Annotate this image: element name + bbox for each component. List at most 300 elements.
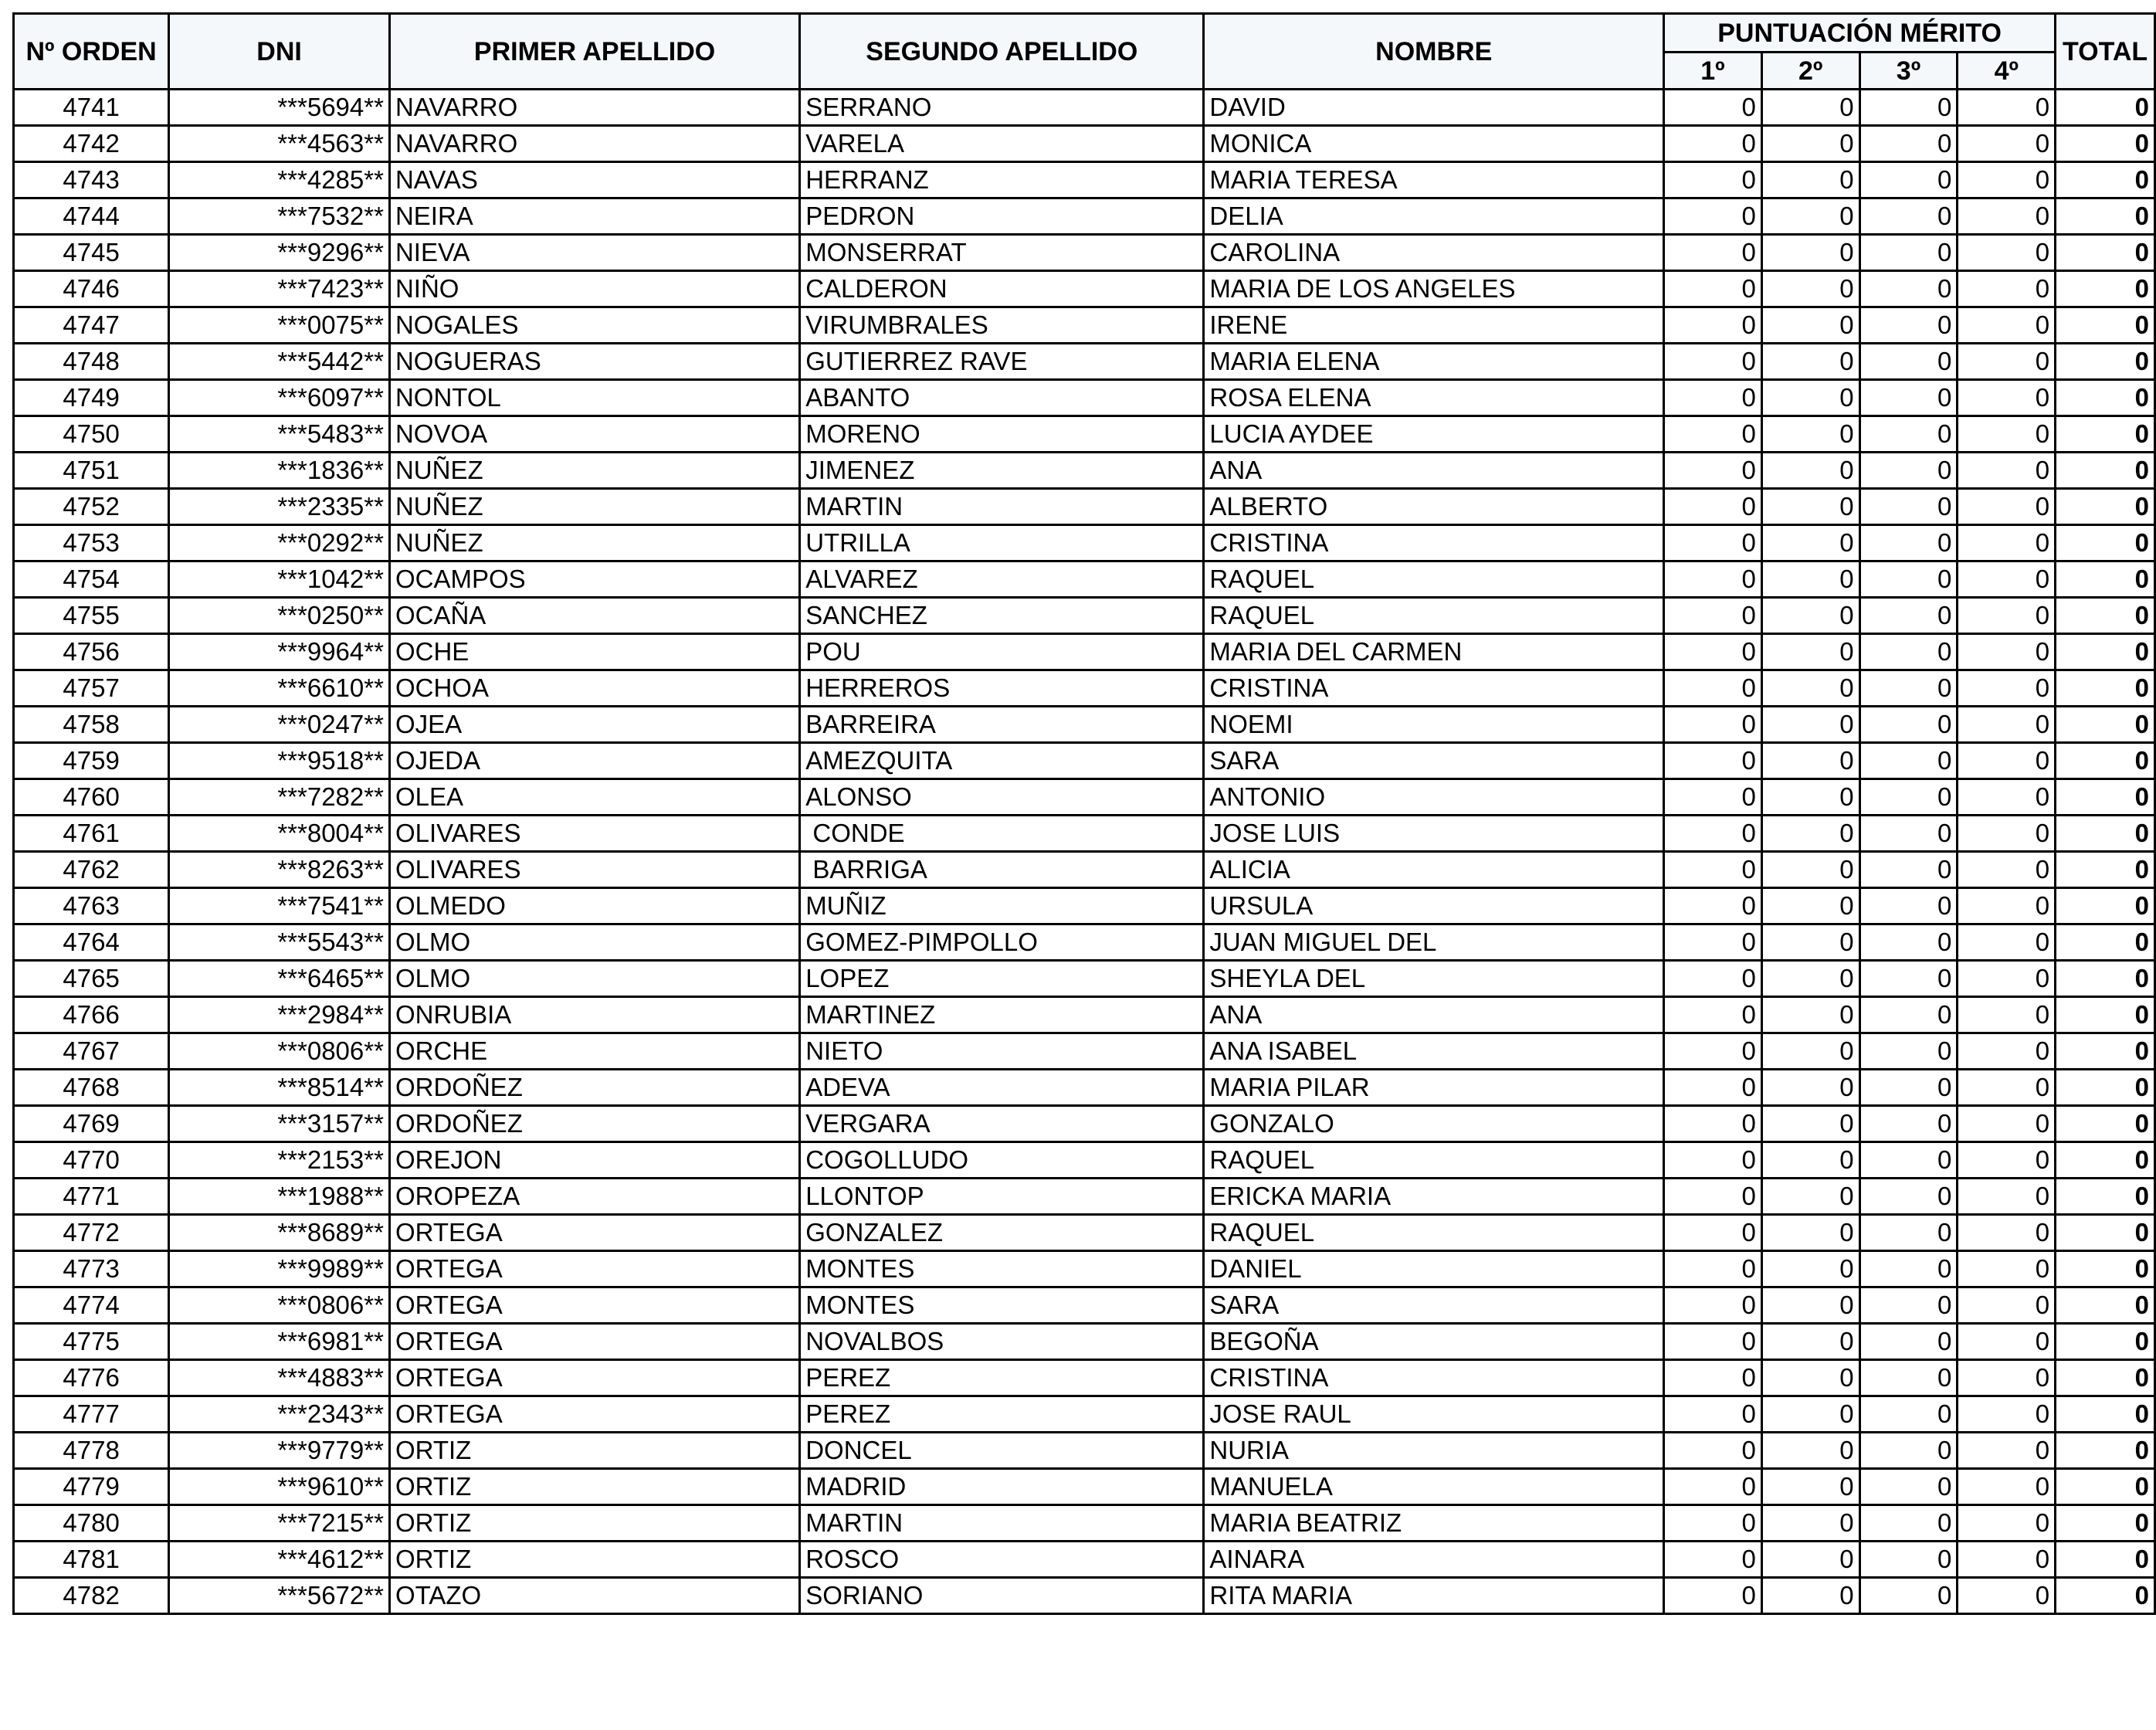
cell-nombre: MONICA [1204,126,1664,162]
cell-total: 0 [2056,1287,2155,1324]
cell-primer-apellido: NOGUERAS [389,344,799,380]
table-row[interactable] [14,1251,2155,1287]
cell-orden: 4776 [14,1360,169,1396]
cell-nombre: GONZALO [1204,1106,1664,1142]
cell-p1: 0 [1664,1469,1762,1505]
cell-p2: 0 [1761,1179,1859,1215]
cell-dni: ***9964** [169,634,390,670]
cell-p2: 0 [1761,852,1859,888]
cell-primer-apellido: OJEA [389,707,799,743]
cell-segundo-apellido: BARRIGA [800,852,1204,888]
cell-p1: 0 [1664,453,1762,489]
cell-p3: 0 [1859,1396,1958,1433]
cell-orden: 4758 [14,707,169,743]
cell-p4: 0 [1958,198,2056,235]
cell-nombre: MARIA DEL CARMEN [1204,634,1664,670]
table-row[interactable] [14,1070,2155,1106]
table-row[interactable] [14,852,2155,888]
cell-p4: 0 [1958,90,2056,126]
cell-orden: 4753 [14,525,169,561]
cell-total: 0 [2056,598,2155,634]
cell-primer-apellido: OLMEDO [389,888,799,924]
cell-p4: 0 [1958,1360,2056,1396]
cell-dni: ***9518** [169,743,390,779]
cell-dni: ***2984** [169,997,390,1033]
table-row[interactable] [14,779,2155,816]
cell-orden: 4772 [14,1215,169,1251]
cell-segundo-apellido: NIETO [800,1033,1204,1070]
table-row[interactable] [14,707,2155,743]
cell-p1: 0 [1664,271,1762,307]
cell-primer-apellido: ORTIZ [389,1469,799,1505]
cell-nombre: SARA [1204,743,1664,779]
cell-p3: 0 [1859,1179,1958,1215]
cell-dni: ***0292** [169,525,390,561]
cell-p1: 0 [1664,1251,1762,1287]
cell-primer-apellido: ORTEGA [389,1324,799,1360]
table-row[interactable] [14,888,2155,924]
cell-p3: 0 [1859,1324,1958,1360]
cell-segundo-apellido: CONDE [800,816,1204,852]
cell-primer-apellido: ORTIZ [389,1542,799,1578]
table-row[interactable] [14,816,2155,852]
cell-orden: 4741 [14,90,169,126]
cell-p1: 0 [1664,235,1762,271]
cell-primer-apellido: ORTIZ [389,1505,799,1542]
cell-p1: 0 [1664,1433,1762,1469]
cell-nombre: AINARA [1204,1542,1664,1578]
cell-p4: 0 [1958,888,2056,924]
cell-nombre: MARIA DE LOS ANGELES [1204,271,1664,307]
table-row[interactable] [14,598,2155,634]
cell-p1: 0 [1664,634,1762,670]
cell-nombre: ROSA ELENA [1204,380,1664,416]
cell-p2: 0 [1761,1360,1859,1396]
table-row[interactable] [14,1396,2155,1433]
cell-p3: 0 [1859,307,1958,344]
cell-p2: 0 [1761,525,1859,561]
cell-p3: 0 [1859,924,1958,961]
header-p4[interactable]: 4º [1958,53,2056,90]
table-row[interactable] [14,1469,2155,1505]
table-row[interactable] [14,344,2155,380]
cell-p3: 0 [1859,1469,1958,1505]
cell-nombre: LUCIA AYDEE [1204,416,1664,453]
cell-segundo-apellido: POU [800,634,1204,670]
cell-segundo-apellido: CALDERON [800,271,1204,307]
table-row[interactable] [14,1542,2155,1578]
cell-p4: 0 [1958,670,2056,707]
table-row[interactable] [14,1505,2155,1542]
cell-p4: 0 [1958,1578,2056,1614]
cell-segundo-apellido: ABANTO [800,380,1204,416]
cell-total: 0 [2056,924,2155,961]
cell-dni: ***4883** [169,1360,390,1396]
cell-p4: 0 [1958,344,2056,380]
cell-p4: 0 [1958,1433,2056,1469]
cell-orden: 4756 [14,634,169,670]
cell-orden: 4760 [14,779,169,816]
cell-dni: ***3157** [169,1106,390,1142]
cell-segundo-apellido: HERRANZ [800,162,1204,198]
cell-orden: 4763 [14,888,169,924]
cell-total: 0 [2056,489,2155,525]
cell-dni: ***8263** [169,852,390,888]
cell-p2: 0 [1761,1542,1859,1578]
cell-p2: 0 [1761,561,1859,598]
cell-total: 0 [2056,1469,2155,1505]
cell-p4: 0 [1958,1033,2056,1070]
cell-p2: 0 [1761,961,1859,997]
cell-p3: 0 [1859,1433,1958,1469]
table-row[interactable] [14,997,2155,1033]
cell-total: 0 [2056,634,2155,670]
cell-primer-apellido: OREJON [389,1142,799,1179]
cell-dni: ***7215** [169,1505,390,1542]
cell-primer-apellido: NOVOA [389,416,799,453]
cell-dni: ***8004** [169,816,390,852]
cell-p1: 0 [1664,1142,1762,1179]
header-orden[interactable]: Nº ORDEN [14,14,169,90]
cell-orden: 4765 [14,961,169,997]
cell-primer-apellido: NONTOL [389,380,799,416]
cell-primer-apellido: OCHOA [389,670,799,707]
cell-orden: 4747 [14,307,169,344]
cell-nombre: ANA ISABEL [1204,1033,1664,1070]
cell-p2: 0 [1761,816,1859,852]
cell-orden: 4743 [14,162,169,198]
cell-p4: 0 [1958,307,2056,344]
cell-p1: 0 [1664,1578,1762,1614]
cell-dni: ***2343** [169,1396,390,1433]
cell-segundo-apellido: COGOLLUDO [800,1142,1204,1179]
cell-p3: 0 [1859,1360,1958,1396]
cell-nombre: DELIA [1204,198,1664,235]
cell-primer-apellido: ORTEGA [389,1215,799,1251]
cell-p2: 0 [1761,1505,1859,1542]
cell-segundo-apellido: MARTINEZ [800,997,1204,1033]
cell-p4: 0 [1958,743,2056,779]
table-row[interactable] [14,416,2155,453]
table-row[interactable] [14,743,2155,779]
table-row[interactable] [14,90,2155,126]
cell-p3: 0 [1859,416,1958,453]
cell-p1: 0 [1664,816,1762,852]
cell-segundo-apellido: JIMENEZ [800,453,1204,489]
cell-p2: 0 [1761,707,1859,743]
cell-total: 0 [2056,416,2155,453]
cell-p2: 0 [1761,1251,1859,1287]
cell-nombre: IRENE [1204,307,1664,344]
cell-p1: 0 [1664,1542,1762,1578]
cell-p4: 0 [1958,489,2056,525]
cell-p3: 0 [1859,198,1958,235]
table-row[interactable] [14,1360,2155,1396]
cell-dni: ***6097** [169,380,390,416]
cell-dni: ***5694** [169,90,390,126]
cell-segundo-apellido: MARTIN [800,489,1204,525]
header-dni[interactable]: DNI [169,14,390,90]
cell-total: 0 [2056,997,2155,1033]
cell-total: 0 [2056,1396,2155,1433]
cell-p2: 0 [1761,453,1859,489]
cell-p3: 0 [1859,90,1958,126]
cell-orden: 4744 [14,198,169,235]
cell-nombre: DAVID [1204,90,1664,126]
cell-p2: 0 [1761,344,1859,380]
cell-p2: 0 [1761,779,1859,816]
cell-p3: 0 [1859,1251,1958,1287]
cell-dni: ***6981** [169,1324,390,1360]
cell-segundo-apellido: GOMEZ-PIMPOLLO [800,924,1204,961]
cell-p4: 0 [1958,1324,2056,1360]
cell-orden: 4751 [14,453,169,489]
cell-p4: 0 [1958,707,2056,743]
cell-total: 0 [2056,453,2155,489]
cell-p4: 0 [1958,1287,2056,1324]
cell-p4: 0 [1958,816,2056,852]
cell-dni: ***7532** [169,198,390,235]
header-p1[interactable]: 1º [1664,53,1762,90]
cell-orden: 4749 [14,380,169,416]
table-row[interactable] [14,1287,2155,1324]
cell-dni: ***8514** [169,1070,390,1106]
table-row[interactable] [14,453,2155,489]
cell-p1: 0 [1664,1070,1762,1106]
cell-orden: 4780 [14,1505,169,1542]
cell-primer-apellido: NOGALES [389,307,799,344]
cell-p2: 0 [1761,307,1859,344]
cell-dni: ***9779** [169,1433,390,1469]
cell-p1: 0 [1664,598,1762,634]
cell-total: 0 [2056,1505,2155,1542]
cell-total: 0 [2056,1070,2155,1106]
cell-primer-apellido: ONRUBIA [389,997,799,1033]
cell-total: 0 [2056,961,2155,997]
cell-primer-apellido: NUÑEZ [389,525,799,561]
cell-orden: 4779 [14,1469,169,1505]
cell-segundo-apellido: DONCEL [800,1433,1204,1469]
table-row[interactable] [14,1578,2155,1614]
table-row[interactable] [14,162,2155,198]
table-body [14,90,2155,1614]
table-row[interactable] [14,634,2155,670]
table-row[interactable] [14,525,2155,561]
cell-p1: 0 [1664,380,1762,416]
table-row[interactable] [14,1142,2155,1179]
cell-orden: 4782 [14,1578,169,1614]
cell-segundo-apellido: ROSCO [800,1542,1204,1578]
cell-p4: 0 [1958,416,2056,453]
cell-primer-apellido: ORCHE [389,1033,799,1070]
cell-orden: 4746 [14,271,169,307]
cell-dni: ***1042** [169,561,390,598]
cell-p4: 0 [1958,1215,2056,1251]
cell-primer-apellido: OROPEZA [389,1179,799,1215]
cell-p3: 0 [1859,1505,1958,1542]
cell-primer-apellido: NAVARRO [389,126,799,162]
cell-orden: 4774 [14,1287,169,1324]
cell-segundo-apellido: SORIANO [800,1578,1204,1614]
cell-primer-apellido: NAVAS [389,162,799,198]
cell-p4: 0 [1958,1106,2056,1142]
cell-segundo-apellido: SANCHEZ [800,598,1204,634]
cell-p4: 0 [1958,162,2056,198]
cell-orden: 4778 [14,1433,169,1469]
cell-segundo-apellido: SERRANO [800,90,1204,126]
cell-p4: 0 [1958,453,2056,489]
cell-p2: 0 [1761,416,1859,453]
table-row[interactable] [14,489,2155,525]
cell-nombre: JOSE LUIS [1204,816,1664,852]
cell-segundo-apellido: PEREZ [800,1396,1204,1433]
header-puntuacion-merito: PUNTUACIÓN MÉRITO [1664,14,2056,53]
cell-p4: 0 [1958,1505,2056,1542]
cell-p2: 0 [1761,743,1859,779]
cell-p1: 0 [1664,924,1762,961]
cell-segundo-apellido: HERREROS [800,670,1204,707]
cell-p2: 0 [1761,670,1859,707]
header-segundo-apellido[interactable]: SEGUNDO APELLIDO [800,14,1204,90]
cell-segundo-apellido: UTRILLA [800,525,1204,561]
table-row[interactable] [14,1433,2155,1469]
cell-primer-apellido: NIEVA [389,235,799,271]
header-primer-apellido[interactable]: PRIMER APELLIDO [389,14,799,90]
cell-primer-apellido: OLEA [389,779,799,816]
cell-p3: 0 [1859,961,1958,997]
cell-total: 0 [2056,743,2155,779]
cell-p1: 0 [1664,344,1762,380]
cell-segundo-apellido: ADEVA [800,1070,1204,1106]
cell-orden: 4773 [14,1251,169,1287]
table-row[interactable] [14,670,2155,707]
cell-dni: ***0075** [169,307,390,344]
cell-orden: 4755 [14,598,169,634]
cell-nombre: ANA [1204,453,1664,489]
cell-orden: 4750 [14,416,169,453]
cell-p2: 0 [1761,489,1859,525]
cell-p2: 0 [1761,1215,1859,1251]
header-p2[interactable]: 2º [1761,53,1859,90]
cell-nombre: ANA [1204,997,1664,1033]
cell-nombre: JUAN MIGUEL DEL [1204,924,1664,961]
cell-primer-apellido: ORTEGA [389,1251,799,1287]
cell-total: 0 [2056,561,2155,598]
table-row[interactable] [14,198,2155,235]
cell-orden: 4761 [14,816,169,852]
cell-p4: 0 [1958,1142,2056,1179]
cell-total: 0 [2056,271,2155,307]
cell-segundo-apellido: MORENO [800,416,1204,453]
cell-total: 0 [2056,779,2155,816]
table-row[interactable] [14,1033,2155,1070]
table-row[interactable] [14,1215,2155,1251]
table-row[interactable] [14,1179,2155,1215]
cell-nombre: RITA MARIA [1204,1578,1664,1614]
cell-p3: 0 [1859,162,1958,198]
cell-orden: 4768 [14,1070,169,1106]
table-row[interactable] [14,1324,2155,1360]
cell-nombre: RAQUEL [1204,561,1664,598]
cell-p1: 0 [1664,416,1762,453]
cell-total: 0 [2056,525,2155,561]
table-row[interactable] [14,126,2155,162]
cell-p1: 0 [1664,489,1762,525]
table-row[interactable] [14,235,2155,271]
cell-dni: ***5543** [169,924,390,961]
cell-p2: 0 [1761,598,1859,634]
cell-p4: 0 [1958,1251,2056,1287]
cell-p4: 0 [1958,380,2056,416]
cell-nombre: DANIEL [1204,1251,1664,1287]
cell-p3: 0 [1859,489,1958,525]
cell-primer-apellido: ORTEGA [389,1360,799,1396]
cell-p2: 0 [1761,380,1859,416]
header-nombre[interactable]: NOMBRE [1204,14,1664,90]
table-row[interactable] [14,1106,2155,1142]
cell-primer-apellido: OLMO [389,961,799,997]
cell-dni: ***7282** [169,779,390,816]
scores-table [12,12,2156,1615]
cell-primer-apellido: ORDOÑEZ [389,1070,799,1106]
cell-nombre: BEGOÑA [1204,1324,1664,1360]
cell-nombre: MANUELA [1204,1469,1664,1505]
cell-p1: 0 [1664,126,1762,162]
table-row[interactable] [14,271,2155,307]
cell-total: 0 [2056,90,2155,126]
table-row[interactable] [14,380,2155,416]
table-row[interactable] [14,307,2155,344]
cell-p2: 0 [1761,1070,1859,1106]
table-row[interactable] [14,961,2155,997]
cell-p4: 0 [1958,634,2056,670]
cell-p4: 0 [1958,1396,2056,1433]
cell-p1: 0 [1664,779,1762,816]
cell-nombre: CAROLINA [1204,235,1664,271]
cell-total: 0 [2056,198,2155,235]
cell-segundo-apellido: AMEZQUITA [800,743,1204,779]
cell-p3: 0 [1859,598,1958,634]
cell-nombre: JOSE RAUL [1204,1396,1664,1433]
cell-segundo-apellido: MONTES [800,1251,1204,1287]
cell-primer-apellido: OJEDA [389,743,799,779]
cell-segundo-apellido: MADRID [800,1469,1204,1505]
cell-total: 0 [2056,1360,2155,1396]
cell-primer-apellido: NEIRA [389,198,799,235]
cell-p2: 0 [1761,924,1859,961]
header-total[interactable]: TOTAL [2056,14,2155,90]
cell-nombre: SHEYLA DEL [1204,961,1664,997]
table-row[interactable] [14,924,2155,961]
cell-p1: 0 [1664,198,1762,235]
cell-orden: 4767 [14,1033,169,1070]
cell-p4: 0 [1958,852,2056,888]
cell-dni: ***0806** [169,1033,390,1070]
cell-nombre: MARIA BEATRIZ [1204,1505,1664,1542]
cell-p2: 0 [1761,1106,1859,1142]
cell-primer-apellido: NIÑO [389,271,799,307]
cell-p1: 0 [1664,307,1762,344]
table-row[interactable] [14,561,2155,598]
cell-p1: 0 [1664,162,1762,198]
cell-total: 0 [2056,670,2155,707]
header-p3[interactable]: 3º [1859,53,1958,90]
cell-p1: 0 [1664,1215,1762,1251]
cell-p2: 0 [1761,1469,1859,1505]
cell-p1: 0 [1664,561,1762,598]
cell-orden: 4745 [14,235,169,271]
cell-p1: 0 [1664,525,1762,561]
